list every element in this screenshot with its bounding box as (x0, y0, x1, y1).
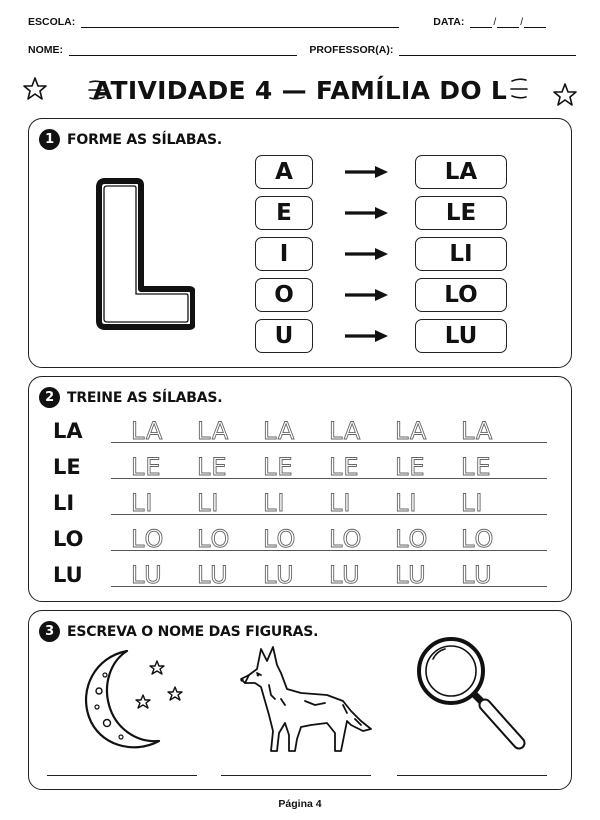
tracing-syllable: LO (395, 525, 429, 553)
tracing-syllable: LU (329, 561, 361, 589)
section-number: 1 (39, 129, 60, 150)
moon-stars-illustration (75, 645, 195, 755)
arrow-right-icon (345, 247, 389, 261)
tracing-syllable: LE (461, 453, 492, 481)
syllable-box: LA (415, 155, 507, 189)
big-letter-l-outline (95, 177, 195, 331)
magnifying-glass-illustration (413, 633, 533, 757)
tracing-syllable: LI (329, 489, 352, 517)
nome-label: NOME: (28, 44, 63, 56)
tracing-row[interactable] (47, 453, 547, 483)
data-label: DATA: (433, 16, 465, 28)
tracing-syllable: LE (329, 453, 360, 481)
escola-label: ESCOLA: (28, 16, 76, 28)
tracing-syllable: LU (197, 561, 229, 589)
page-number: Página 4 (278, 798, 322, 810)
section-treine-silabas (28, 376, 572, 602)
section-title: ESCREVA O NOME DAS FIGURAS. (67, 623, 319, 640)
tracing-row[interactable] (47, 489, 547, 519)
syllable-box: LU (415, 319, 507, 353)
vowel-box: E (255, 196, 313, 230)
professor-field[interactable] (399, 44, 576, 56)
tracing-syllable: LA (395, 417, 428, 445)
section-heading (39, 387, 222, 408)
tracing-syllable: LU (395, 561, 427, 589)
header-row-escola (28, 8, 576, 28)
star-icon (552, 82, 578, 108)
tracing-syllable: LE (395, 453, 426, 481)
tracing-syllable: LA (461, 417, 494, 445)
section-forme-silabas (28, 118, 572, 368)
vowel-box: I (255, 237, 313, 271)
vowel-box: O (255, 278, 313, 312)
nome-field[interactable] (69, 44, 297, 56)
data-field[interactable]: / / (470, 16, 546, 28)
tracing-row-label: LE (53, 455, 81, 479)
arrow-right-icon (345, 329, 389, 343)
arrow-right-icon (345, 288, 389, 302)
tracing-syllable: LA (197, 417, 230, 445)
professor-label: PROFESSOR(A): (309, 44, 394, 56)
answer-line-magnifying-glass[interactable] (397, 775, 547, 776)
tracing-row-label: LU (53, 563, 83, 587)
tracing-syllable: LA (131, 417, 164, 445)
tracing-syllable: LU (461, 561, 493, 589)
tracing-syllable: LO (329, 525, 363, 553)
tracing-syllable: LI (263, 489, 286, 517)
tracing-row[interactable] (47, 417, 547, 447)
tracing-syllable: LA (263, 417, 296, 445)
tracing-syllable: LA (329, 417, 362, 445)
tracing-syllable: LI (131, 489, 154, 517)
tracing-syllable: LO (461, 525, 495, 553)
syllable-box: LI (415, 237, 507, 271)
title-area (0, 70, 600, 110)
escola-field[interactable] (81, 16, 399, 28)
section-number: 3 (39, 621, 60, 642)
section-title: TREINE AS SÍLABAS. (67, 389, 223, 406)
tracing-syllable: LI (461, 489, 484, 517)
arrow-right-icon (345, 165, 389, 179)
syllable-box: LO (415, 278, 507, 312)
header-row-nome (28, 36, 576, 56)
tracing-row[interactable] (47, 525, 547, 555)
tracing-syllable: LI (395, 489, 418, 517)
tracing-row-label: LI (53, 491, 75, 515)
section-escreva-nome (28, 610, 572, 790)
tracing-syllable: LU (263, 561, 295, 589)
vowel-box: U (255, 319, 313, 353)
section-title: FORME AS SÍLABAS. (67, 131, 222, 148)
section-number: 2 (39, 387, 60, 408)
tracing-syllable: LU (131, 561, 163, 589)
tracing-row[interactable] (47, 561, 547, 591)
vowel-box: A (255, 155, 313, 189)
answer-line-wolf[interactable] (221, 775, 371, 776)
page-title: ATIVIDADE 4 — FAMÍLIA DO L (92, 76, 508, 105)
tracing-syllable: LO (263, 525, 297, 553)
section-heading (39, 129, 222, 150)
tracing-syllable: LO (131, 525, 165, 553)
tracing-row-label: LA (53, 419, 83, 443)
tracing-syllable: LI (197, 489, 220, 517)
syllable-box: LE (415, 196, 507, 230)
arrow-right-icon (345, 206, 389, 220)
wolf-illustration (235, 639, 375, 757)
answer-line-moon[interactable] (47, 775, 197, 776)
sparkle-lines-right-icon (508, 74, 530, 104)
tracing-row-label: LO (53, 527, 84, 551)
tracing-syllable: LE (197, 453, 228, 481)
tracing-syllable: LO (197, 525, 231, 553)
tracing-syllable: LE (263, 453, 294, 481)
tracing-syllable: LE (131, 453, 162, 481)
